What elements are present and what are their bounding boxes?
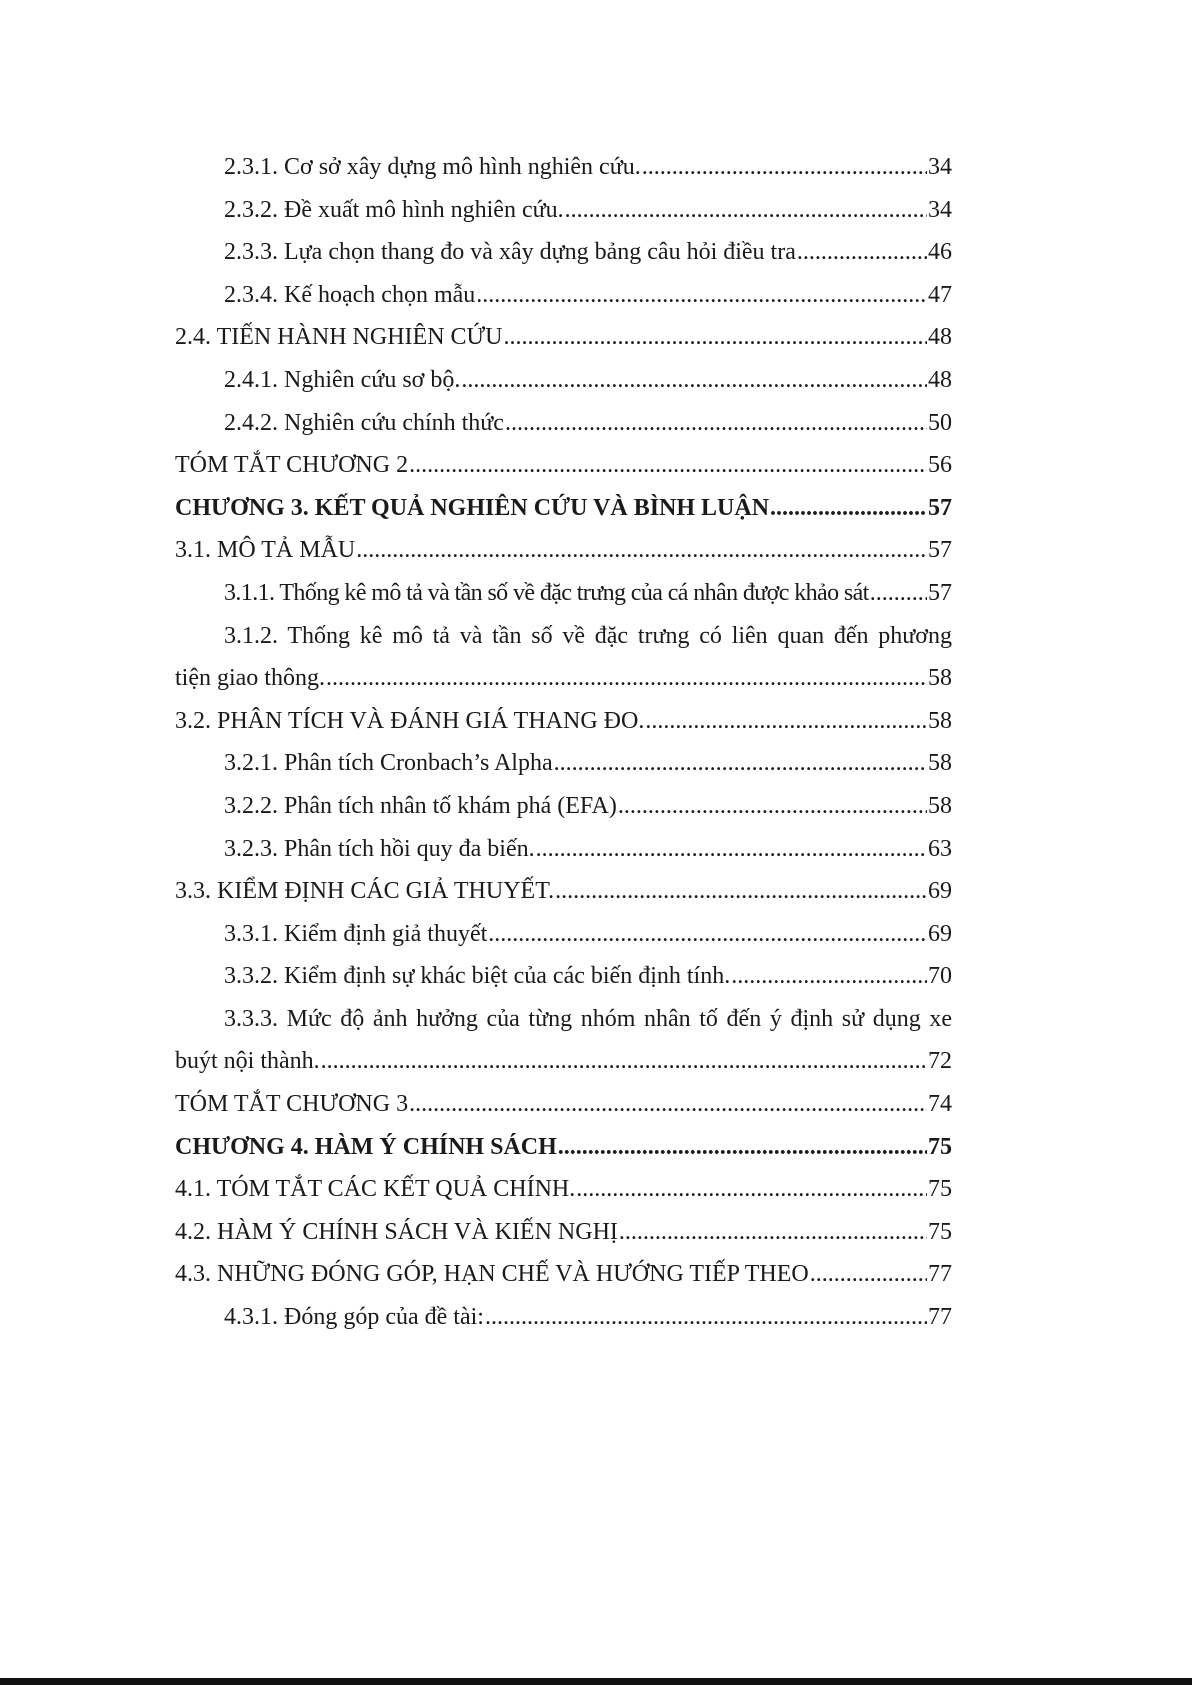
toc-entry	[175, 359, 952, 402]
toc-entry-title: 3.1. MÔ TẢ MẪU	[175, 537, 356, 564]
toc-entry-page: 47	[928, 281, 952, 308]
toc-entry	[175, 1296, 952, 1339]
toc-entry-title: 3.2.2. Phân tích nhân tố khám phá (EFA)	[224, 792, 617, 819]
toc-entry	[175, 146, 952, 189]
toc-entry-page: 57	[928, 579, 952, 606]
dot-leader	[326, 657, 927, 700]
toc-entry	[175, 913, 952, 956]
toc-entry	[175, 529, 952, 572]
toc-entry-page: 74	[928, 1091, 952, 1118]
toc-entry-page: 56	[928, 452, 952, 479]
dot-leader	[409, 1083, 927, 1126]
toc-entry-page: 58	[928, 792, 952, 819]
toc-entry-page: 34	[928, 196, 952, 223]
toc-entry-page: 63	[928, 835, 952, 862]
dot-leader	[645, 700, 927, 743]
toc-entry	[175, 700, 952, 743]
dot-leader	[565, 189, 927, 232]
dot-leader	[505, 402, 927, 445]
toc-chapter-entry	[175, 1126, 952, 1169]
toc-entry-page: 77	[928, 1304, 952, 1331]
toc-entry-title: 4.3. NHỮNG ĐÓNG GÓP, HẠN CHẾ VÀ HƯỚNG TIẾP THEO	[175, 1261, 809, 1288]
toc-entry	[175, 231, 952, 274]
toc-entry-title: 3.3. KIỂM ĐỊNH CÁC GIẢ THUYẾT.	[175, 878, 555, 905]
toc-entry-title: 2.4.2. Nghiên cứu chính thức	[224, 409, 504, 436]
toc-entry	[175, 1083, 952, 1126]
dot-leader	[770, 487, 927, 530]
toc-entry-page: 57	[928, 494, 952, 521]
dot-leader	[642, 146, 927, 189]
dot-leader	[619, 1211, 927, 1254]
toc-entry	[175, 870, 952, 913]
toc-entry-title: 2.4.1. Nghiên cứu sơ bộ.	[224, 366, 461, 393]
toc-entry-page: 58	[928, 707, 952, 734]
page-bottom-edge	[0, 1678, 1192, 1685]
dot-leader	[797, 231, 927, 274]
toc-entry	[175, 742, 952, 785]
toc-entry-title: 3.2.3. Phân tích hồi quy đa biến.	[224, 835, 535, 862]
toc-entry	[175, 785, 952, 828]
toc-entry-title: 3.2. PHÂN TÍCH VÀ ĐÁNH GIÁ THANG ĐO.	[175, 707, 645, 734]
toc-entry-page: 46	[928, 239, 952, 266]
toc-entry-page: 75	[928, 1218, 952, 1245]
toc-entry-page: 48	[928, 366, 952, 393]
toc-entry-page: 72	[928, 1048, 952, 1075]
dot-leader	[618, 785, 927, 828]
toc-entry-page: 48	[928, 324, 952, 351]
toc-entry-page: 75	[928, 1133, 952, 1160]
dot-leader	[536, 828, 927, 871]
toc-entry-page: 69	[928, 878, 952, 905]
dot-leader	[554, 742, 927, 785]
toc-entry-page: 57	[928, 537, 952, 564]
toc-entry-title-line1: 3.1.2. Thống kê mô tả và tần số về đặc trưng có liên quan đến phương	[224, 622, 952, 649]
toc-entry-title-line2: tiện giao thông.	[175, 665, 325, 692]
toc-entry-page: 69	[928, 920, 952, 947]
toc-chapter-entry	[175, 487, 952, 530]
table-of-contents	[175, 146, 952, 1339]
toc-entry-title: TÓM TẮT CHƯƠNG 3	[175, 1091, 409, 1118]
toc-entry-page: 58	[928, 750, 952, 777]
dot-leader	[488, 913, 927, 956]
toc-entry-title: CHƯƠNG 3. KẾT QUẢ NGHIÊN CỨU VÀ BÌNH LUẬN	[175, 494, 770, 521]
toc-entry-page: 70	[928, 963, 952, 990]
toc-entry-title: 2.3.4. Kế hoạch chọn mẫu	[224, 281, 476, 308]
toc-entry-title-line2: buýt nội thành.	[175, 1048, 320, 1075]
toc-entry-page: 58	[928, 665, 952, 692]
toc-entry-page: 77	[928, 1261, 952, 1288]
toc-entry	[175, 402, 952, 445]
toc-entry-title: 3.2.1. Phân tích Cronbach’s Alpha	[224, 750, 553, 777]
toc-entry-title: 4.3.1. Đóng góp của đề tài:	[224, 1304, 484, 1331]
toc-entry-page: 75	[928, 1176, 952, 1203]
toc-entry-title: 2.3.2. Đề xuất mô hình nghiên cứu.	[224, 196, 564, 223]
toc-entry-page: 50	[928, 409, 952, 436]
toc-entry-title: 2.3.1. Cơ sở xây dựng mô hình nghiên cứu.	[224, 154, 641, 180]
dot-leader	[810, 1253, 927, 1296]
dot-leader	[503, 316, 927, 359]
dot-leader	[409, 444, 927, 487]
toc-entry	[175, 1253, 952, 1296]
toc-entry-title: 2.4. TIẾN HÀNH NGHIÊN CỨU	[175, 324, 503, 351]
toc-entry-title: 4.2. HÀM Ý CHÍNH SÁCH VÀ KIẾN NGHỊ	[175, 1218, 618, 1245]
dot-leader	[558, 1126, 927, 1169]
dot-leader	[461, 359, 927, 402]
dot-leader	[476, 274, 927, 317]
toc-entry	[175, 444, 952, 487]
toc-entry-title: CHƯƠNG 4. HÀM Ý CHÍNH SÁCH	[175, 1133, 557, 1160]
toc-entry-title: 3.3.2. Kiểm định sự khác biệt của các biến định tính.	[224, 963, 731, 990]
toc-entry-title: 3.3.1. Kiểm định giả thuyết	[224, 920, 488, 947]
toc-entry-title: 4.1. TÓM TẮT CÁC KẾT QUẢ CHÍNH.	[175, 1176, 576, 1203]
dot-leader	[731, 955, 927, 998]
toc-entry	[175, 572, 952, 615]
toc-entry	[175, 828, 952, 871]
toc-entry	[175, 274, 952, 317]
dot-leader	[485, 1296, 927, 1339]
dot-leader	[356, 529, 927, 572]
toc-entry	[175, 998, 952, 1083]
dot-leader	[576, 1168, 927, 1211]
toc-entry	[175, 615, 952, 700]
toc-entry-title: 2.3.3. Lựa chọn thang đo và xây dựng bảng câu hỏi điều tra	[224, 239, 796, 266]
toc-entry-page: 34	[928, 154, 952, 180]
toc-entry-title: 3.1.1. Thống kê mô tả và tần số về đặc trưng của cá nhân được khảo sát	[224, 579, 869, 606]
toc-entry	[175, 316, 952, 359]
toc-entry	[175, 955, 952, 998]
toc-entry-title: TÓM TẮT CHƯƠNG 2	[175, 452, 409, 479]
dot-leader	[555, 870, 927, 913]
toc-entry-title-line1: 3.3.3. Mức độ ảnh hưởng của từng nhóm nhân tố đến ý định sử dụng xe	[224, 1005, 952, 1032]
toc-entry	[175, 189, 952, 232]
toc-entry	[175, 1168, 952, 1211]
toc-entry	[175, 1211, 952, 1254]
dot-leader	[321, 1040, 927, 1083]
dot-leader	[870, 572, 927, 615]
